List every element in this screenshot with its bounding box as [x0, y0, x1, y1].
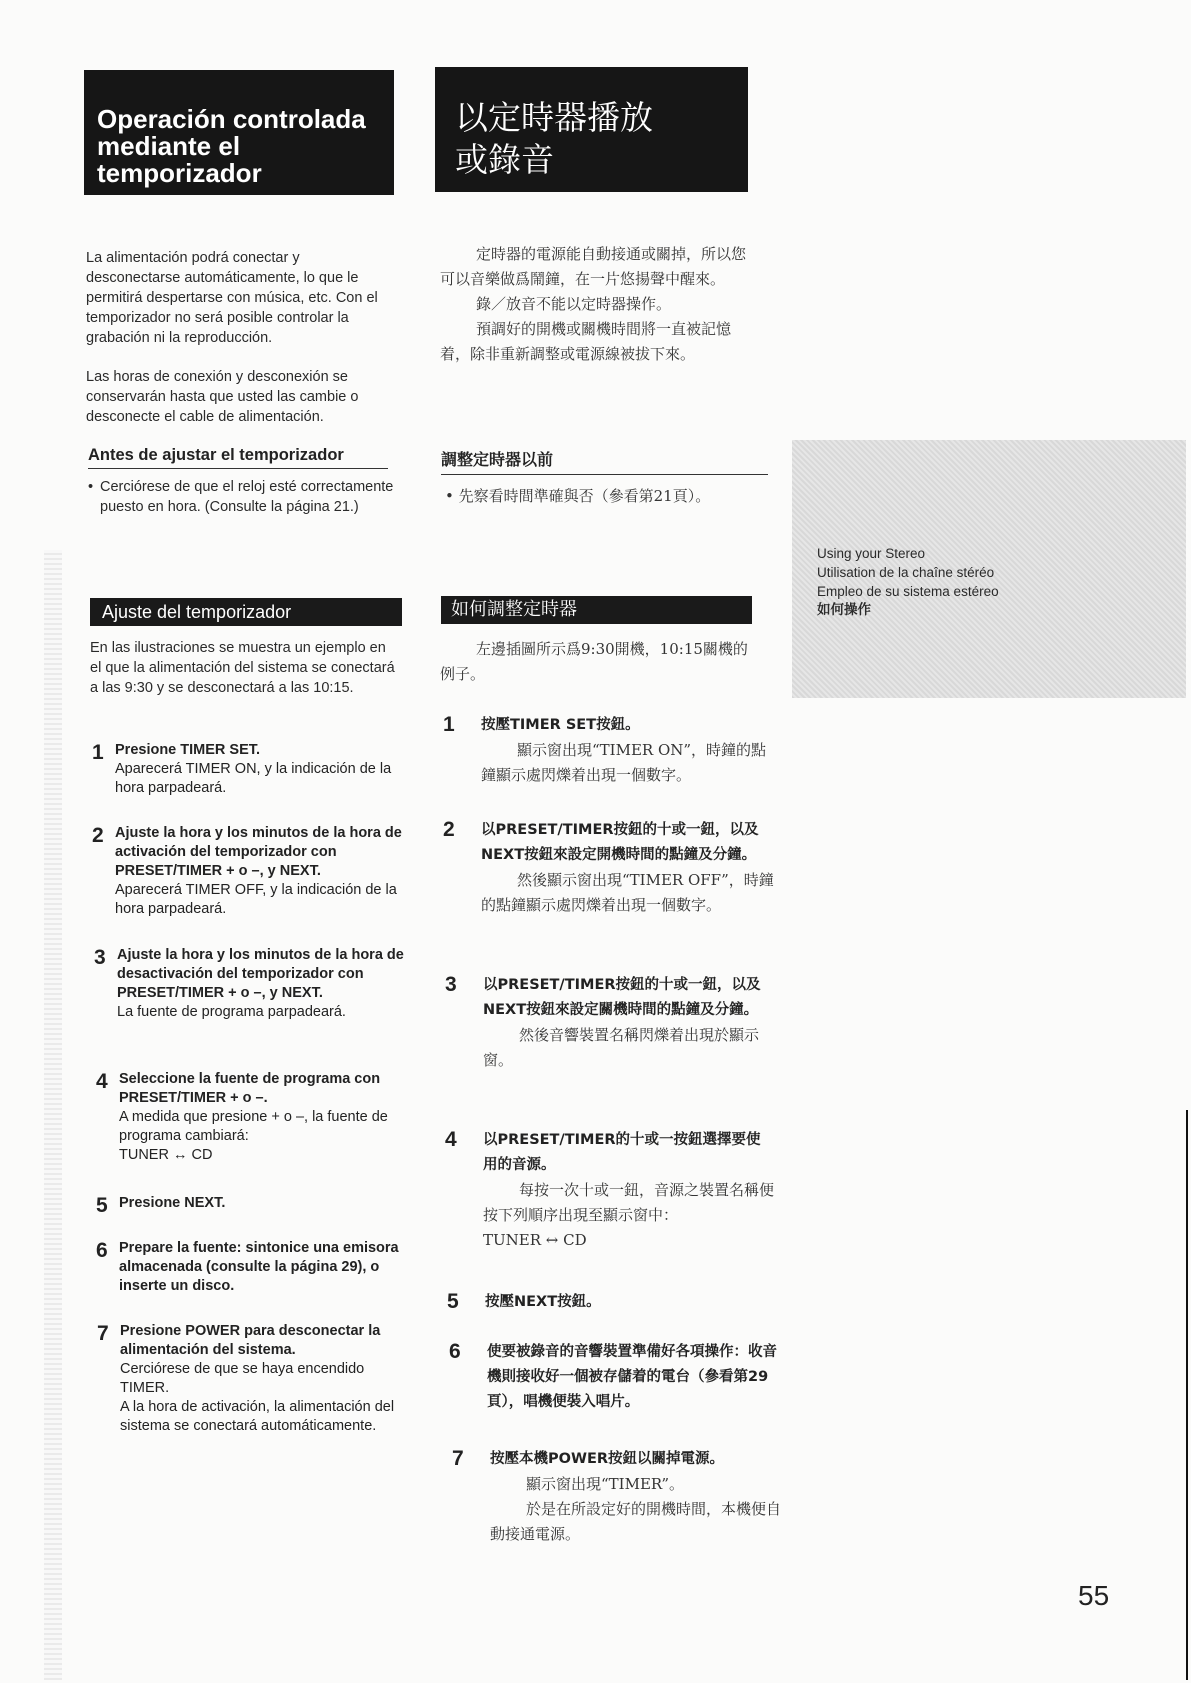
zh-step-3: [445, 973, 775, 1073]
es-section-bar: Ajuste del temporizador: [90, 598, 402, 626]
step-head: Presione NEXT.: [119, 1195, 226, 1211]
step-number: 5: [447, 1290, 459, 1313]
zh-step-7: [452, 1447, 782, 1547]
bullet-icon: •: [445, 487, 459, 505]
zh-before-item-text: 先察看時間準確與否（參看第21頁）。: [458, 487, 711, 505]
section-index-list: [817, 544, 999, 620]
title-zh-line1: 以定時器播放: [455, 98, 653, 137]
index-line-en: Using your Stereo: [817, 546, 926, 561]
es-step-7: [97, 1322, 415, 1436]
zh-intro: [440, 242, 750, 367]
step-head: Seleccione la fuente de programa con PRESET/TIMER + o –.: [119, 1071, 381, 1106]
es-step-6: [96, 1239, 412, 1296]
es-section-intro: En las ilustraciones se muestra un ejemplo en el que la alimentación del sistema se conectará a las 9:30 y se desconectará a las 10:15.: [90, 640, 395, 696]
step-text-2: TUNER ↔ CD: [119, 1147, 213, 1163]
step-head: Ajuste la hora y los minutos de la hora de desactivación del temporizador con PRESET/TIMER + o –, y NEXT.: [117, 947, 404, 1001]
step-number: 6: [449, 1340, 461, 1363]
step-head: 以PRESET/TIMER的十或一按鈕選擇要使用的音源。: [483, 1132, 761, 1173]
zh-before-heading: 調整定時器以前: [441, 447, 768, 475]
step-text: Aparecerá TIMER ON, y la indicación de la hora parpadeará.: [115, 761, 392, 796]
step-number: 3: [94, 946, 106, 969]
page-edge-line: [1186, 1110, 1188, 1680]
zh-before-item: [445, 484, 765, 509]
step-text: 顯示窗出現“TIMER ON”，時鐘的點鐘顯示處閃爍着出現一個數字。: [481, 741, 767, 784]
es-intro-2: Las horas de conexión y desconexión se conservarán hasta que usted las cambie o desconecte el cable de alimentación.: [86, 369, 359, 425]
es-step-2: [92, 824, 412, 919]
zh-intro-3: 預調好的開機或關機時間將一直被記憶着，除非重新調整或電源線被拔下來。: [440, 320, 732, 363]
step-head: Presione POWER para desconectar la alimentación del sistema.: [120, 1323, 381, 1358]
es-intro-1: La alimentación podrá conectar y desconectarse automáticamente, lo que le permitirá despertarse con música, etc. Con el temporizador no será posible controlar la grabación ni la reproducción.: [86, 250, 378, 346]
es-before-heading: Antes de ajustar el temporizador: [88, 446, 388, 469]
step-number: 1: [443, 713, 455, 736]
step-head: 以PRESET/TIMER按鈕的十或一鈕，以及NEXT按鈕來設定關機時間的點鐘及分鐘。: [483, 977, 761, 1018]
step-number: 5: [96, 1194, 108, 1217]
step-number: 7: [452, 1447, 464, 1470]
title-zh-line2: 或錄音: [455, 140, 554, 179]
es-step-4: [96, 1070, 412, 1165]
es-step-5: [96, 1194, 412, 1217]
es-step-1: [92, 741, 407, 798]
step-text: A medida que presione + o –, la fuente de programa cambiará:: [119, 1109, 388, 1144]
es-before-item: [88, 477, 398, 517]
zh-section-intro: 左邊插圖所示爲9:30開機，10:15關機的例子。: [440, 640, 748, 683]
zh-step-5: [447, 1290, 777, 1315]
step-number: 2: [443, 818, 455, 841]
zh-step-2: [443, 818, 779, 918]
zh-section-bar: 如何調整定時器: [441, 596, 752, 624]
step-number: 1: [92, 741, 104, 764]
index-line-zh: 如何操作: [817, 602, 871, 618]
step-text-2: TUNER ↔ CD: [483, 1231, 587, 1249]
title-es: Operación controlada mediante el temporizador: [84, 70, 394, 195]
step-text: 每按一次十或一鈕，音源之裝置名稱便按下列順序出現至顯示窗中：: [483, 1181, 775, 1224]
step-head: Presione TIMER SET.: [115, 742, 261, 758]
step-head: Ajuste la hora y los minutos de la hora de activación del temporizador con PRESET/TIMER + o –, y NEXT.: [115, 825, 402, 879]
page-number: 55: [1078, 1580, 1110, 1611]
es-step-3: [94, 946, 412, 1022]
step-number: 2: [92, 824, 104, 847]
index-line-fr: Utilisation de la chaîne stéréo: [817, 565, 995, 580]
zh-step-4: [445, 1128, 775, 1253]
step-number: 4: [445, 1128, 457, 1151]
step-text: Aparecerá TIMER OFF, y la indicación de la hora parpadeará.: [115, 882, 397, 917]
step-text: 然後音響裝置名稱閃爍着出現於顯示窗。: [483, 1026, 760, 1069]
step-text: 顯示窗出現“TIMER”。: [526, 1475, 685, 1493]
title-zh: [435, 67, 748, 192]
step-text: La fuente de programa parpadeará.: [117, 1004, 346, 1020]
index-line-es: Empleo de su sistema estéreo: [817, 584, 999, 599]
step-head: Prepare la fuente: sintonice una emisora almacenada (consulte la página 29), o inserte un disco.: [119, 1240, 399, 1294]
section-index-box: [792, 440, 1186, 698]
bullet-icon: •: [88, 479, 94, 495]
step-head: 按壓本機POWER按鈕以關掉電源。: [490, 1451, 725, 1467]
step-text-2: 於是在所設定好的開機時間，本機便自動接通電源。: [490, 1500, 782, 1543]
step-head: 按壓TIMER SET按鈕。: [481, 717, 640, 733]
zh-intro-1: 定時器的電源能自動接通或關掉，所以您可以音樂做爲鬧鐘，在一片悠揚聲中醒來。: [440, 245, 747, 288]
step-number: 7: [97, 1322, 109, 1345]
step-text: Cerciórese de que se haya encendido TIMER.: [120, 1361, 365, 1396]
step-text: 然後顯示窗出現“TIMER OFF”，時鐘的點鐘顯示處閃爍着出現一個數字。: [481, 871, 774, 914]
zh-step-6: [449, 1340, 779, 1415]
step-text-2: A la hora de activación, la alimentación del sistema se conectará automáticamente.: [120, 1399, 395, 1434]
es-before-item-text: Cerciórese de que el reloj esté correctamente puesto en hora. (Consulte la página 21.): [100, 479, 394, 515]
step-number: 4: [96, 1070, 108, 1093]
step-head: 使要被錄音的音響裝置準備好各項操作：收音機則接收好一個被存儲着的電台（參看第29頁），唱機便裝入唱片。: [487, 1344, 777, 1410]
zh-step-1: [443, 713, 773, 788]
step-number: 6: [96, 1239, 108, 1262]
zh-intro-2: 錄／放音不能以定時器操作。: [476, 295, 672, 313]
step-number: 3: [445, 973, 457, 996]
scan-edge: [44, 550, 62, 1680]
step-head: 按壓NEXT按鈕。: [485, 1294, 601, 1310]
step-head: 以PRESET/TIMER按鈕的十或一鈕，以及NEXT按鈕來設定開機時間的點鐘及分鐘。: [481, 822, 759, 863]
